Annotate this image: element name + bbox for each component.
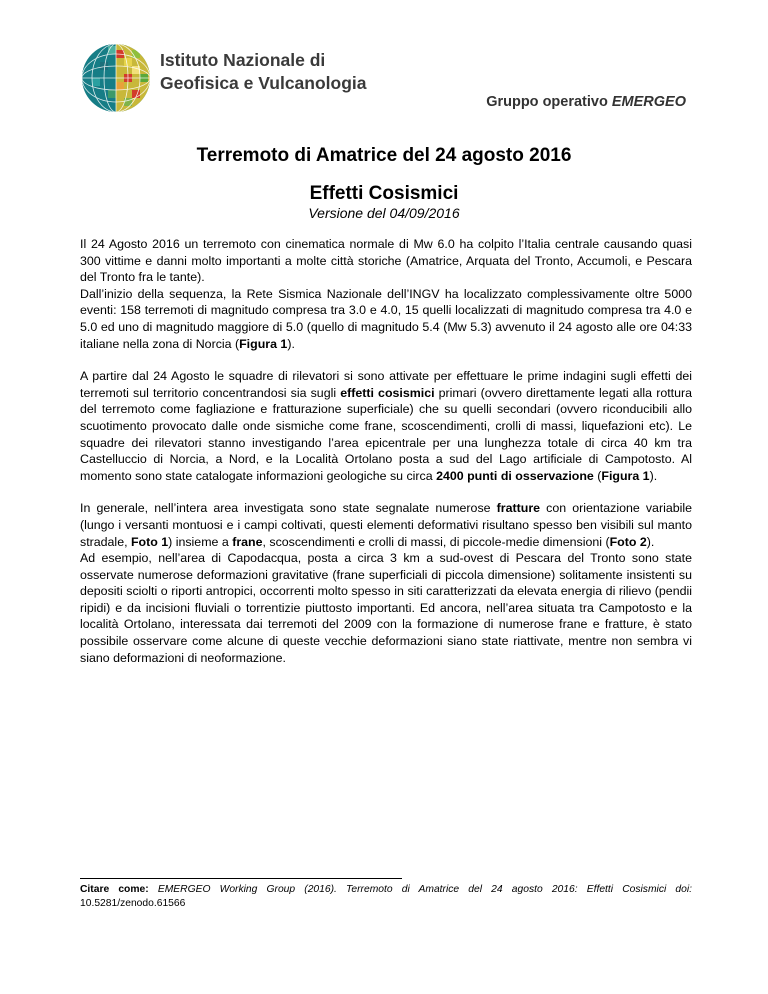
ingv-logo-globe-icon — [80, 42, 152, 114]
paragraph-3-text-b: con orientazione variabile (lungo i versanti montuosi e i campi coltivati, questi elementi deformativi risultano spesso ben visibili sul manto stradale, — [80, 501, 692, 549]
document-title: Terremoto di Amatrice del 24 agosto 2016 — [196, 145, 572, 166]
paragraph-3-text-d: , scoscendimenti e crolli di massi, di piccole-medie dimensioni ( — [262, 534, 610, 549]
paragraph-1 — [80, 236, 692, 352]
paragraph-2 — [80, 368, 692, 484]
document-subtitle: Effetti Cosismici — [309, 183, 459, 204]
citation — [80, 883, 692, 911]
institute-name — [160, 49, 367, 95]
paragraph-3-sentence-2: Ad esempio, nell’area di Capodacqua, posta a circa 3 km a sud-ovest di Pescara del Tronto sono state osservate numerose deformazioni gravitative (frane superficiali di piccola dimensione) solitamente insistenti su depositi sciolti o riporti antropici, occorrenti molto spesso in siti caratterizzati da elevata energia di rilievo (pendii ripidi) e da incisioni fluviali o torrentizie piuttosto importanti. Ed ancora, nell’area situata tra Campotosto e la località Ortolano, interessata dai terremoti del 2009 con la formazione di numerose frane e fratture, è stato possibile osservare come alcune di queste vecchie deformazioni siano state riattivate, mentre non sembra vi siano deformazioni di neoformazione. — [80, 551, 692, 665]
effetti-cosismici-emphasis: effetti cosismici — [340, 385, 435, 400]
fratture-emphasis: fratture — [496, 501, 541, 516]
paragraph-1-sentence-2: Dall’inizio della sequenza, la Rete Sismica Nazionale dell’INGV ha localizzato complessivamente oltre 5000 eventi: 158 terremoti di magnitudo compresa tra 3.0 e 4.0, 15 quelli localizzati di magnitudo compresa tra 4.0 e 5.0 ed uno di magnitudo maggiore di 5.0 (quello di magnitudo 5.4 (Mw 5.3) avvenuto il 24 agosto alle ore 04:33 italiane nella zona di Norcia ( — [80, 286, 692, 351]
footnote-divider — [80, 878, 402, 879]
paragraph-3-text-a: In generale, nell’intera area investigata sono state segnalate numerose — [80, 501, 497, 516]
citation-doi: 10.5281/zenodo.61566 — [80, 898, 186, 909]
figure-ref: Figura 1 — [239, 336, 288, 351]
paragraph-3-text-e: ). — [646, 534, 655, 549]
group-name: EMERGEO — [611, 94, 686, 110]
group-prefix: Gruppo operativo — [486, 94, 608, 110]
citation-text: EMERGEO Working Group (2016). Terremoto di Amatrice del 24 agosto 2016: Effetti Cosismici doi: — [157, 884, 693, 895]
paragraph-1-sentence-1: Il 24 Agosto 2016 un terremoto con cinematica normale di Mw 6.0 ha colpito l’Italia centrale causando quasi 300 vittime e danni molto importanti a molte città storiche (Amatrice, Arquata del Tronto, Accumoli, e Pescara del Tronto fra le tante). — [80, 237, 692, 285]
photo-ref: Foto 1 — [130, 534, 169, 549]
paragraph-1-end: ). — [287, 336, 295, 351]
group-label — [486, 94, 686, 110]
institute-line2: Geofisica e Vulcanologia — [160, 73, 367, 93]
institute-line1: Istituto Nazionale di — [160, 50, 326, 70]
document-body — [80, 236, 692, 682]
observation-points-emphasis: 2400 punti di osservazione — [436, 468, 594, 483]
paragraph-3 — [80, 500, 692, 666]
paragraph-2-text-c: ( — [593, 468, 602, 483]
paragraph-2-end: ). — [649, 468, 658, 483]
photo-ref: Foto 2 — [609, 534, 647, 549]
paragraph-3-text-c: ) insieme a — [168, 534, 233, 549]
figure-ref: Figura 1 — [601, 468, 650, 483]
citation-label: Citare come: — [80, 884, 149, 895]
paragraph-2-text-a: A partire dal 24 Agosto le squadre di rilevatori si sono attivate per effettuare le prime indagini sugli effetti dei terremoti sul territorio concentrandosi sia sugli — [80, 369, 692, 400]
paragraph-2-text-b: primari (ovvero direttamente legati alla rottura del terremoto come fagliazione e fratturazione superficiale) che su quelli secondari (ovvero riconducibili allo scuotimento provocato dalle onde sismiche come frane, scoscendimenti, crolli di massi, liquefazioni etc). Le squadre dei rilevatori stanno investigando l’area epicentrale per una lunghezza totale di circa 40 km tra Castelluccio di Norcia, a Nord, e la Località Ortolano posta a sud del Lago artificiale di Campotosto. Al momento sono state catalogate informazioni geologiche su circa — [80, 385, 692, 483]
frane-emphasis: frane — [232, 534, 263, 549]
document-version: Versione del 04/09/2016 — [308, 205, 460, 221]
